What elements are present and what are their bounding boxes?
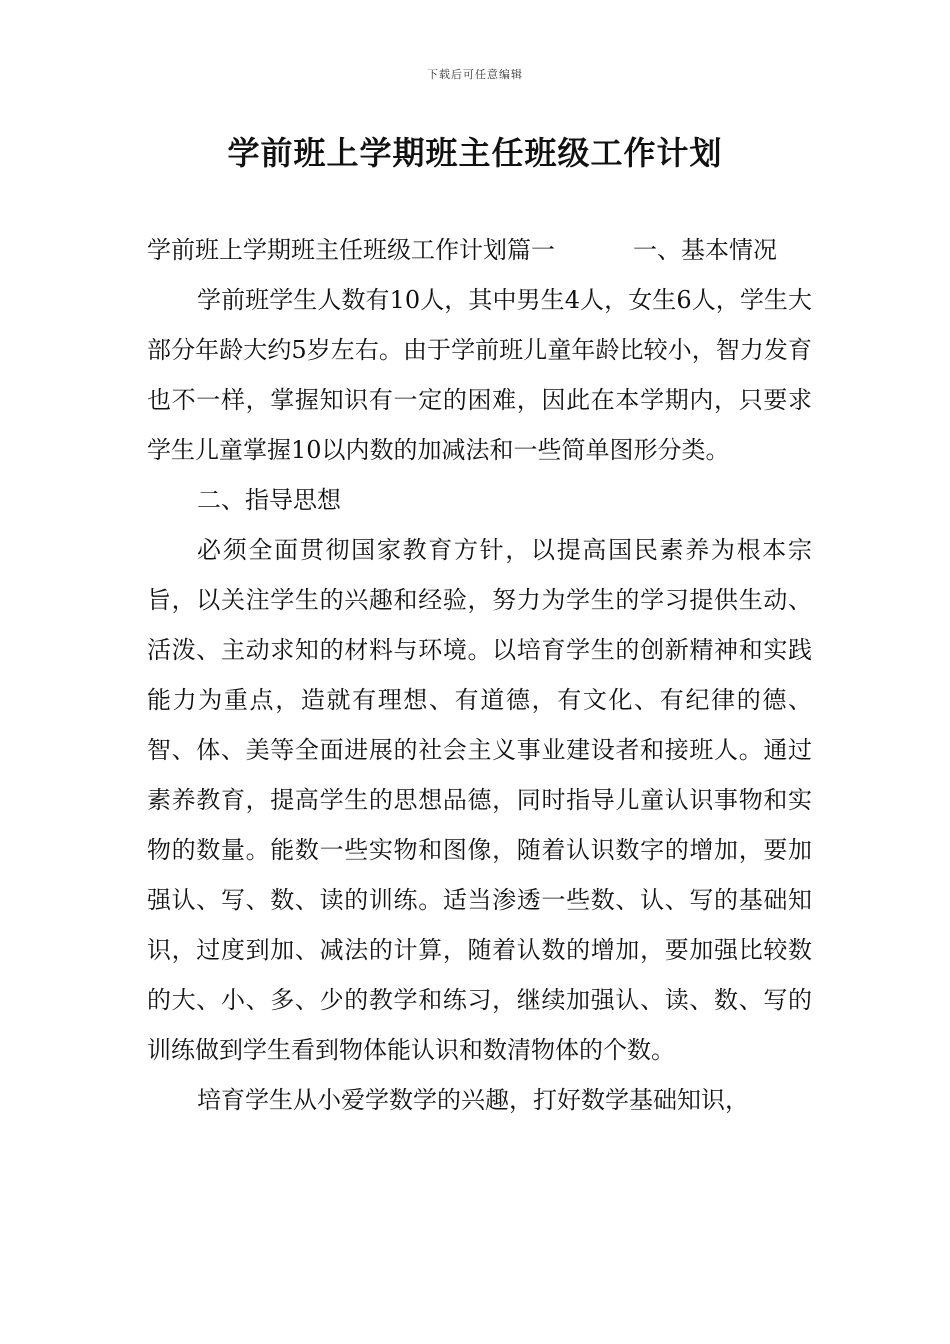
paragraph-interest: 培育学生从小爱学数学的兴趣，打好数学基础知识，: [197, 1086, 749, 1114]
paragraph-basic-info: 学前班学生人数有10人，其中男生4人，女生6人，学生大部分年龄大约5岁左右。由于学前班儿童年龄比较小，智力发育也不一样，掌握知识有一定的困难，因此在本学期内，只要求学生儿童掌握10以内数的加减法和一些简单图形分类。: [147, 286, 812, 464]
section-intro-line: [147, 225, 812, 275]
paragraph-guiding-ideas: 必须全面贯彻国家教育方针，以提高国民素养为根本宗旨，以关注学生的兴趣和经验，努力为学生的学习提供生动、活泼、主动求知的材料与环境。以培育学生的创新精神和实践能力为重点，造就有理想、有道德，有文化、有纪律的德、智、体、美等全面进展的社会主义事业建设者和接班人。通过素养教育，提高学生的思想品德，同时指导儿童认识事物和实物的数量。能数一些实物和图像，随着认识数字的增加，要加强认、写、数、读的训练。适当渗透一些数、认、写的基础知识，过度到加、减法的计算，随着认数的增加，要加强比较数的大、小、多、少的教学和练习，继续加强认、读、数、写的训练做到学生看到物体能认识和数清物体的个数。: [147, 536, 812, 1064]
section-heading-2: 二、指导思想: [197, 486, 341, 514]
document-title: 学前班上学期班主任班级工作计划: [227, 134, 723, 172]
section-intro-prefix: 学前班上学期班主任班级工作计划篇一: [147, 236, 555, 264]
header-note: 下载后可任意编辑: [427, 68, 523, 81]
section-heading-1: 一、基本情况: [633, 236, 777, 264]
document-body: [147, 225, 812, 1125]
